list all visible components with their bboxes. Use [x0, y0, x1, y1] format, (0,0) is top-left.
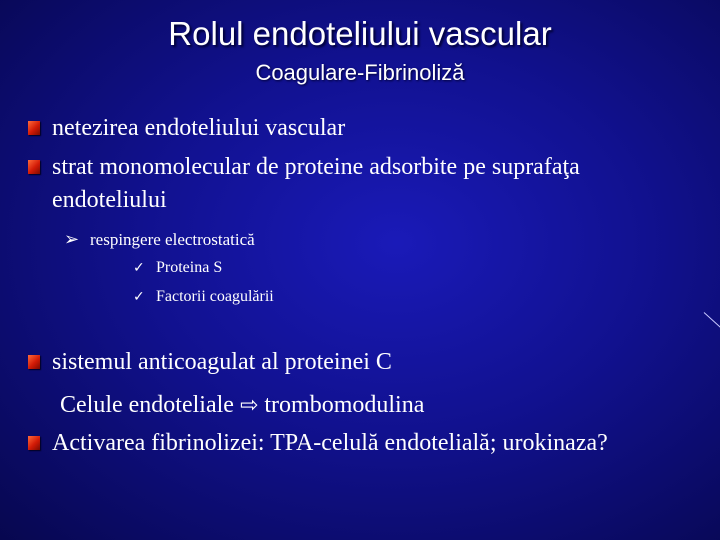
check-icon: ✓	[133, 260, 145, 276]
continuation-text-after: trombomodulina	[264, 392, 425, 418]
bullet-item-2-line-1: strat monomolecular de proteine adsorbite pe suprafaţa	[52, 154, 580, 180]
continuation-text-before: Celule endoteliale	[60, 392, 234, 418]
slide-subtitle: Coagulare-Fibrinoliză	[255, 60, 465, 85]
slide-title: Rolul endoteliului vascular	[168, 15, 552, 52]
sub-item: respingere electrostatică	[90, 230, 255, 249]
right-arrow-icon: ⇨	[239, 393, 259, 418]
check-item-1: Proteina S	[156, 259, 223, 276]
bullet-square-icon	[28, 355, 40, 369]
bullet-item-3: sistemul anticoagulat al proteinei C	[52, 349, 392, 375]
bullet-item-4: Activarea fibrinolizei: TPA-celulă endotelială; urokinaza?	[52, 430, 608, 456]
check-icon: ✓	[133, 289, 145, 305]
sub-arrow-icon: ➢	[64, 229, 80, 250]
bullet-square-icon	[28, 160, 40, 174]
bullet-square-icon	[28, 436, 40, 450]
bullet-square-icon	[28, 121, 40, 135]
bullet-item-1: netezirea endoteliului vascular	[52, 115, 346, 141]
check-item-2: Factorii coagulării	[156, 288, 274, 305]
bullet-item-3-continuation	[60, 389, 424, 422]
bullet-item-2-line-2: endoteliului	[52, 187, 167, 213]
decorative-line	[704, 312, 720, 327]
